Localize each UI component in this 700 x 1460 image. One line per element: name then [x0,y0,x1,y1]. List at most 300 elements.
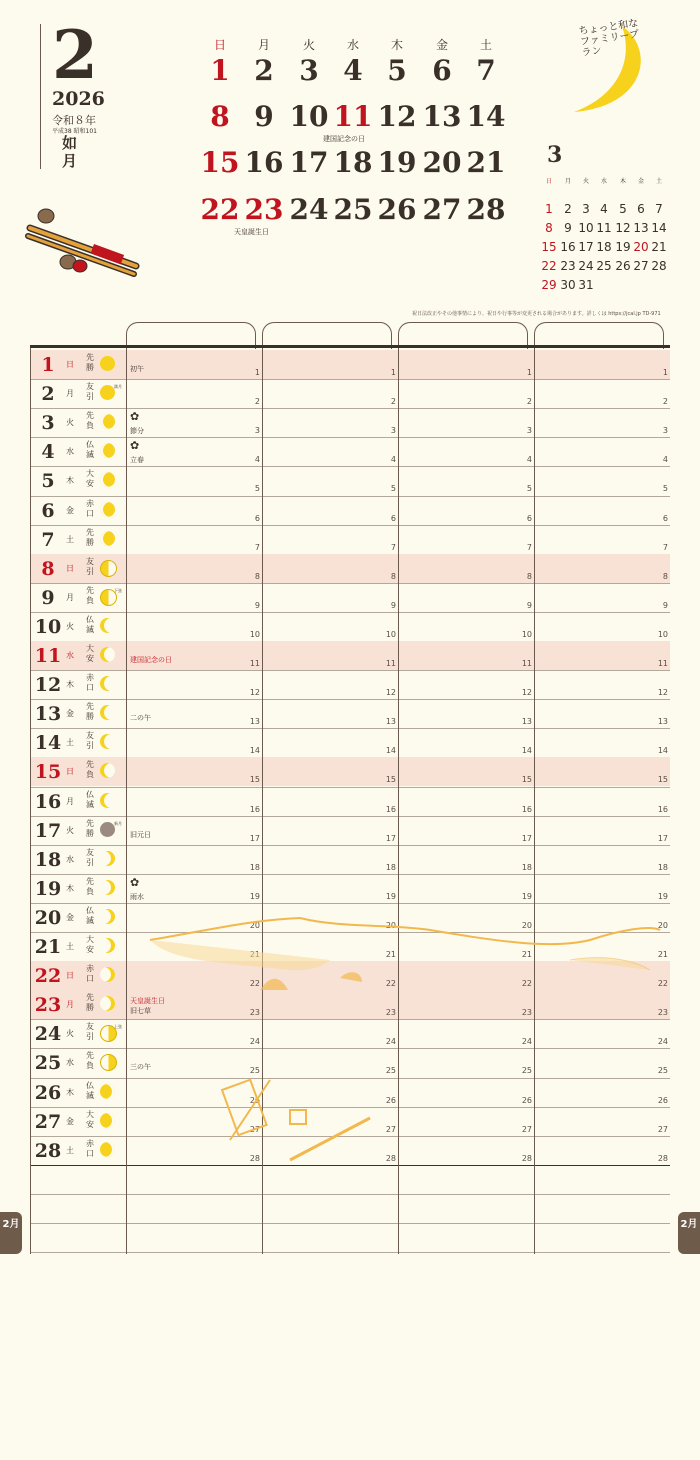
moon-phase-note: 下弦 [114,587,122,593]
calendar-day: 15 [200,146,240,179]
calendar-day: 26 [377,193,417,226]
mini-calendar-day: 5 [619,202,627,216]
cell-day-number: 12 [249,688,260,698]
calendar-day: 1 [210,54,230,87]
rokuyo-label: 仏滅 [86,1080,94,1100]
calendar-day: 21 [466,146,506,179]
cell-day-number: 11 [249,659,260,668]
moon-phase-icon [100,502,115,517]
day-number: 11 [34,645,62,667]
rokuyo-label: 友引 [86,847,94,867]
moon-phase-note: 新月 [114,820,122,826]
cell-day-number: 8 [390,571,396,581]
cell-day-number: 3 [390,426,396,436]
mini-calendar-day: 15 [541,240,557,254]
cell-day-number: 21 [385,950,396,959]
cell-day-number: 18 [385,862,396,872]
day-event-note: 三の午 [130,1063,151,1072]
day-weekday: 金 [66,912,74,922]
weekday-label: 金 [435,38,448,52]
day-weekday: 土 [66,1145,74,1155]
moon-phase-icon [100,705,115,720]
rokuyo-label: 先勝 [86,818,94,838]
rokuyo-label: 友引 [86,731,94,751]
calendar-day: 9 [254,100,274,133]
rokuyo-label: 大安 [86,935,94,954]
moon-phase-icon [100,385,115,400]
cell-day-number: 27 [657,1124,668,1134]
day-weekday: 金 [66,505,74,515]
mini-weekday-label: 木 [619,178,626,185]
cell-day-number: 20 [521,920,532,930]
calendar-day: 28 [466,193,506,226]
cell-day-number: 28 [385,1153,396,1163]
day-weekday: 日 [66,767,74,777]
mini-calendar-day: 21 [651,240,667,254]
calendar-day: 16 [244,146,284,179]
day-number: 5 [41,470,55,493]
day-weekday: 土 [66,534,74,544]
cell-day-number: 13 [249,717,260,727]
cell-day-number: 3 [662,426,668,436]
notice-text: 祝日法改正やその他事情により、祝日や行事等が変更される場合があります。詳しくは https://jcal.jp TD-971 [412,311,661,317]
cell-day-number: 10 [249,629,260,639]
day-weekday: 月 [66,592,74,602]
calendar-day: 12 [377,100,417,133]
day-weekday: 水 [66,651,74,660]
day-event-note-2: 旧七草 [130,1007,151,1016]
cell-day-number: 21 [657,950,668,959]
cell-day-number: 2 [254,397,260,407]
mini-calendar-day: 9 [564,221,572,235]
cell-day-number: 2 [526,397,532,407]
mini-weekday-label: 金 [637,178,644,185]
mini-calendar-day: 27 [633,259,649,273]
moon-phase-icon [100,1142,115,1157]
day-number: 16 [34,790,62,813]
rokuyo-label: 仏滅 [86,789,94,809]
moon-phase-icon [100,1084,115,1099]
day-number: 14 [34,732,62,755]
day-number: 6 [41,499,55,522]
day-number: 24 [34,1023,62,1046]
day-weekday: 火 [66,418,74,428]
cell-day-number: 5 [526,484,532,494]
day-event-note: 二の午 [130,714,151,723]
column-divider [126,348,127,1254]
moon-phase-icon [100,851,115,866]
cell-day-number: 28 [249,1153,260,1163]
day-event-note: 立春 [130,456,144,465]
cell-day-number: 23 [249,1008,260,1018]
moon-phase-icon [100,822,115,837]
day-weekday: 水 [66,854,74,864]
calendar-day: 6 [432,54,452,87]
moon-phase-icon [100,793,115,808]
cell-day-number: 12 [657,688,668,698]
cell-day-number: 15 [657,775,668,785]
calendar-day: 13 [422,100,462,133]
rokuyo-label: 赤口 [86,673,94,693]
cell-day-number: 14 [521,746,532,756]
cell-day-number: 9 [254,600,260,610]
calendar-day: 8 [210,100,230,133]
calendar-day: 17 [289,146,329,179]
cell-day-number: 4 [254,455,260,465]
cell-day-number: 20 [249,920,260,930]
month-side-tab-right[interactable]: 2月 [678,1212,700,1254]
cell-day-number: 6 [254,513,260,523]
day-weekday: 水 [66,447,74,457]
cell-day-number: 14 [385,746,396,756]
mini-calendar-day: 11 [596,221,612,235]
day-weekday: 月 [66,1000,74,1010]
day-number: 22 [34,965,62,988]
chopsticks-icon [22,204,142,280]
moon-phase-icon [100,560,117,577]
day-event-note: 天皇誕生日 [130,997,165,1006]
cell-day-number: 6 [390,513,396,523]
day-number: 25 [34,1052,62,1075]
cell-day-number: 24 [249,1037,260,1047]
mini-calendar-day: 4 [600,202,608,216]
mini-weekday-label: 土 [655,178,662,185]
moon-phase-icon [100,676,115,691]
cell-day-number: 14 [657,746,668,756]
day-weekday: 木 [66,476,74,486]
cell-day-number: 22 [657,979,668,989]
mini-calendar-day: 30 [560,278,576,292]
mini-calendar-day: 17 [578,240,594,254]
cell-day-number: 7 [662,542,668,552]
car-icon: ✿ [130,439,140,453]
rokuyo-label: 友引 [86,556,94,576]
mini-calendar-day: 12 [615,221,631,235]
cell-day-number: 12 [385,688,396,698]
day-weekday: 金 [66,1116,74,1126]
mini-calendar-day: 7 [655,202,663,216]
cell-day-number: 22 [249,979,260,989]
mini-calendar-month: 3 [547,142,563,168]
cell-day-number: 19 [385,891,396,901]
cell-day-number: 7 [390,542,396,552]
cell-day-number: 4 [526,455,532,465]
cell-day-number: 23 [657,1008,668,1018]
cell-day-number: 1 [390,368,396,377]
cell-day-number: 25 [521,1066,532,1076]
cell-day-number: 18 [249,862,260,872]
day-number: 19 [34,877,62,900]
rokuyo-label: 大安 [86,644,94,663]
rokuyo-label: 仏滅 [86,905,94,925]
day-weekday: 金 [66,709,74,719]
weekday-label: 土 [479,38,492,52]
day-weekday: 月 [66,389,74,399]
day-weekday: 日 [66,971,74,981]
cell-day-number: 15 [249,775,260,785]
day-weekday: 月 [66,796,74,806]
mini-calendar-day: 10 [578,221,594,235]
cell-day-number: 11 [657,659,668,668]
calendar-day: 20 [422,146,462,179]
cell-day-number: 9 [390,600,396,610]
day-weekday: 日 [66,360,74,369]
cell-day-number: 16 [249,804,260,814]
day-number: 1 [41,354,55,376]
cell-day-number: 5 [662,484,668,494]
cell-day-number: 18 [521,862,532,872]
cell-day-number: 8 [526,571,532,581]
calendar-day: 19 [377,146,417,179]
cell-day-number: 13 [385,717,396,727]
day-number: 17 [34,819,62,842]
cell-day-number: 25 [385,1066,396,1076]
mini-calendar-day: 26 [615,259,631,273]
day-event-note: 旧元日 [130,830,151,839]
day-event-note: 節分 [130,427,144,436]
rokuyo-label: 赤口 [86,964,94,984]
cell-day-number: 27 [385,1124,396,1134]
day-number: 7 [41,528,55,551]
day-weekday: 日 [66,563,74,573]
cell-day-number: 23 [521,1008,532,1018]
cell-day-number: 5 [390,484,396,494]
holiday-name: 建国記念の日 [323,135,365,143]
mini-weekday-label: 水 [600,178,607,185]
cell-day-number: 19 [521,891,532,901]
cell-day-number: 9 [526,600,532,610]
cell-day-number: 21 [521,950,532,959]
day-weekday: 火 [66,621,74,631]
moon-phase-icon [100,1113,115,1128]
calendar-day: 22 [200,193,240,226]
cell-day-number: 9 [662,600,668,610]
mini-calendar-day: 2 [564,202,572,216]
calendar-day: 10 [289,100,329,133]
cell-day-number: 13 [657,717,668,727]
cell-day-number: 26 [521,1095,532,1105]
cell-day-number: 25 [249,1066,260,1076]
calendar-day: 7 [476,54,496,87]
moon-phase-icon [100,909,115,924]
weekday-label: 木 [390,38,403,52]
cell-day-number: 16 [385,804,396,814]
rokuyo-label: 先負 [86,585,94,605]
rokuyo-label: 仏滅 [86,614,94,634]
day-weekday: 火 [66,1029,74,1039]
cell-day-number: 1 [254,368,260,377]
moon-phase-icon [100,443,115,458]
day-weekday: 木 [66,1087,74,1097]
cell-day-number: 27 [521,1124,532,1134]
cell-day-number: 20 [657,920,668,930]
cell-day-number: 18 [657,862,668,872]
moon-phase-icon [100,763,115,778]
calendar-day: 18 [333,146,373,179]
rokuyo-label: 先勝 [86,527,94,547]
era-year: 令和８年 [52,114,96,127]
day-weekday: 土 [66,942,74,951]
cell-day-number: 10 [657,629,668,639]
cell-day-number: 26 [657,1095,668,1105]
calendar-day: 3 [299,54,319,87]
mini-calendar-day: 3 [582,202,590,216]
cell-day-number: 22 [521,979,532,989]
moon-phase-icon [100,880,115,895]
cell-day-number: 22 [385,979,396,989]
rokuyo-label: 先負 [86,876,94,896]
cell-day-number: 24 [385,1037,396,1047]
cell-day-number: 7 [254,542,260,552]
calendar-day: 4 [343,54,363,87]
day-number: 4 [41,441,55,464]
mini-calendar-day: 19 [615,240,631,254]
mini-calendar-day: 1 [545,202,553,216]
cell-day-number: 3 [254,426,260,436]
cell-day-number: 16 [521,804,532,814]
mini-calendar-day: 8 [545,221,553,235]
cell-day-number: 17 [521,833,532,843]
cell-day-number: 19 [249,891,260,901]
cell-day-number: 24 [657,1037,668,1047]
mini-weekday-label: 月 [564,178,571,185]
moon-phase-icon [100,996,115,1011]
rokuyo-label: 大安 [86,1109,94,1129]
cell-day-number: 19 [657,891,668,901]
cell-day-number: 2 [390,397,396,407]
year: 2026 [52,88,105,110]
cell-day-number: 1 [662,368,668,377]
cell-day-number: 26 [385,1095,396,1105]
weekday-label: 水 [346,38,359,52]
weekday-label: 月 [257,38,270,52]
day-number: 3 [41,412,55,435]
moon-phase-icon [100,356,115,371]
calendar-day: 27 [422,193,462,226]
day-number: 12 [34,674,62,697]
month-side-tab-left[interactable]: 2月 [0,1212,22,1254]
calendar-day: 5 [387,54,407,87]
day-weekday: 土 [66,738,74,748]
cell-day-number: 24 [521,1037,532,1047]
header-divider [40,24,41,169]
cell-day-number: 10 [385,629,396,639]
cell-day-number: 1 [526,368,532,377]
moon-phase-icon [100,734,115,749]
era-other: 平成38 昭和101 [52,128,97,135]
cell-day-number: 15 [385,775,396,785]
mini-calendar-day: 29 [541,278,557,292]
cell-day-number: 8 [254,571,260,581]
day-event-note: 初午 [130,365,144,373]
calendar-day: 23 [244,193,284,226]
day-number: 27 [34,1110,62,1133]
day-number: 26 [34,1081,62,1104]
day-number: 8 [41,557,55,580]
cell-day-number: 11 [521,659,532,668]
rokuyo-label: 赤口 [86,1138,94,1158]
day-weekday: 水 [66,1058,74,1068]
rokuyo-label: 先負 [86,1051,94,1071]
rokuyo-label: 先勝 [86,353,94,372]
mini-calendar-day: 20 [633,240,649,254]
moon-phase-icon [100,618,115,633]
column-divider [30,348,31,1254]
mini-calendar-day: 28 [651,259,667,273]
rokuyo-label: 先負 [86,760,94,780]
day-number: 10 [34,615,62,638]
day-event-note: 建国記念の日 [130,656,172,664]
day-number: 28 [34,1139,62,1162]
brand-logo-text: ちょっと和なファミリープラン [577,17,640,60]
calendar-day: 14 [466,100,506,133]
moon-phase-icon [100,1054,117,1071]
month-number: 2 [52,16,98,94]
rokuyo-label: 先勝 [86,702,94,722]
moon-phase-note: 満月 [114,384,122,390]
cell-day-number: 6 [662,513,668,523]
cell-day-number: 28 [657,1153,668,1163]
cell-day-number: 12 [521,688,532,698]
cell-day-number: 13 [521,717,532,727]
day-number: 23 [34,994,62,1017]
moon-phase-icon [100,938,115,953]
day-number: 9 [41,586,55,609]
day-number: 21 [34,936,62,958]
day-weekday: 火 [66,825,74,835]
weekday-label: 火 [302,38,315,52]
cell-day-number: 5 [254,484,260,494]
cell-day-number: 11 [385,659,396,668]
mini-calendar-day: 24 [578,259,594,273]
rokuyo-label: 友引 [86,382,94,402]
cell-day-number: 28 [521,1153,532,1163]
mini-calendar-day: 18 [596,240,612,254]
calendar-day: 2 [254,54,274,87]
mini-calendar-day: 13 [633,221,649,235]
cell-day-number: 10 [521,629,532,639]
cell-day-number: 26 [249,1095,260,1105]
cell-day-number: 23 [385,1008,396,1018]
moon-phase-icon [100,414,115,429]
cell-day-number: 16 [657,804,668,814]
calendar-day: 11 [333,100,373,133]
mini-weekday-label: 日 [545,178,552,185]
camping-landscape-illustration [130,900,670,1230]
mini-weekday-label: 火 [582,178,589,185]
holiday-name: 天皇誕生日 [234,228,269,236]
moon-phase-icon [100,647,115,662]
moon-phase-note: 上弦 [114,1024,122,1030]
cell-day-number: 7 [526,542,532,552]
cell-day-number: 3 [526,426,532,436]
rokuyo-label: 仏滅 [86,440,94,460]
cell-day-number: 2 [662,397,668,407]
cell-day-number: 4 [662,455,668,465]
mini-calendar-day: 14 [651,221,667,235]
rokuyo-label: 友引 [86,1022,94,1042]
calendar-day: 24 [289,193,329,226]
cell-day-number: 17 [385,833,396,843]
moon-phase-icon [100,967,115,982]
cell-day-number: 4 [390,455,396,465]
weekday-label: 日 [213,38,226,52]
cell-day-number: 17 [249,833,260,843]
cell-day-number: 15 [521,775,532,785]
mini-calendar-day: 31 [578,278,594,292]
cell-day-number: 27 [249,1124,260,1134]
mini-calendar-day: 22 [541,259,557,273]
